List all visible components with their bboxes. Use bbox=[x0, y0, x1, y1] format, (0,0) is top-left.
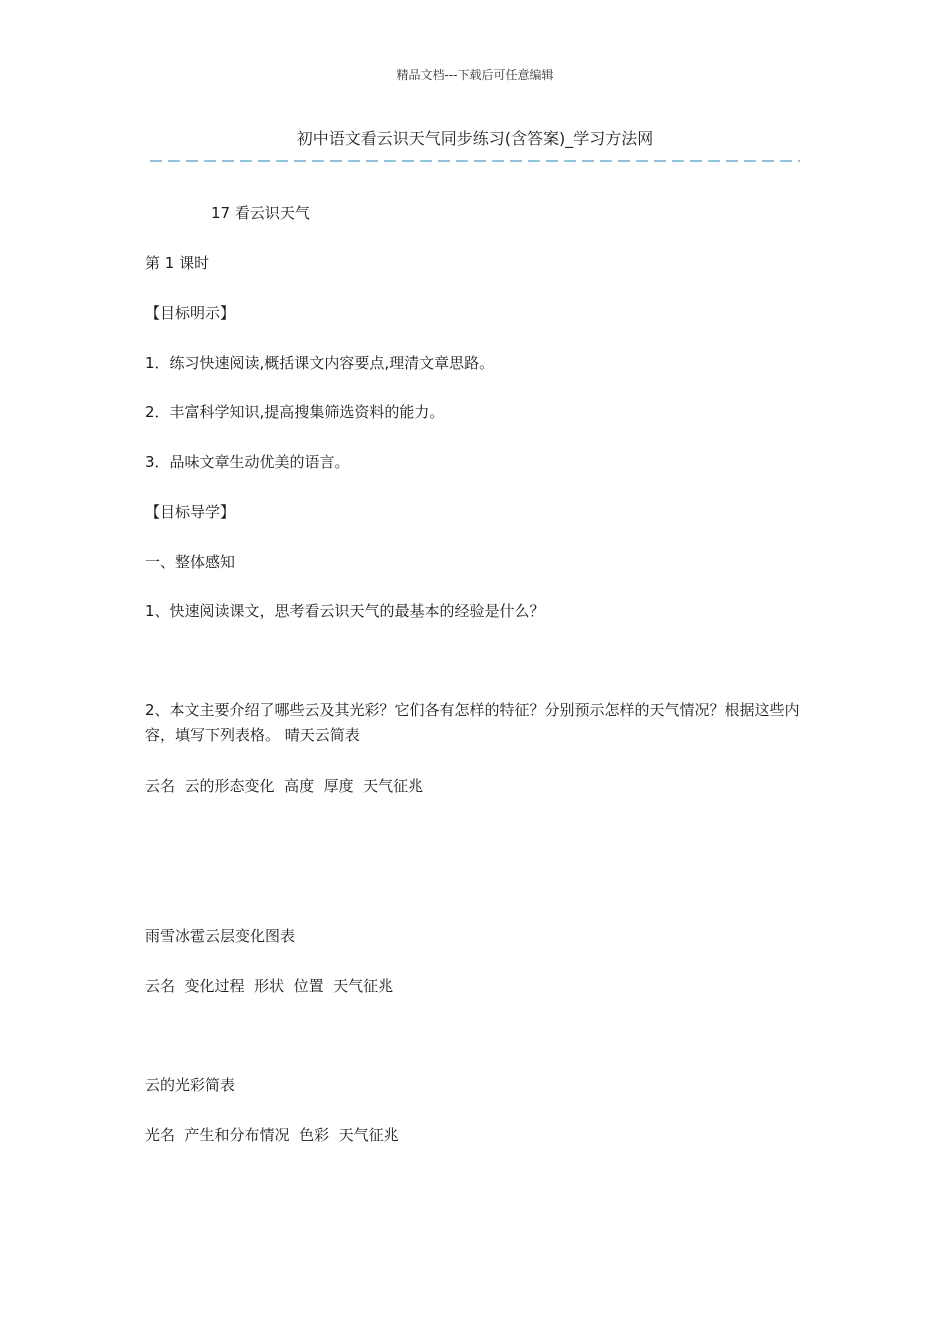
goal-item-2: 2．丰富科学知识,提高搜集筛选资料的能力。 bbox=[145, 403, 445, 421]
document-title: 初中语文看云识天气同步练习(含答案)_学习方法网 bbox=[296, 129, 654, 148]
guide-heading: 【目标导学】 bbox=[145, 503, 236, 521]
table-3-title: 云的光彩简表 bbox=[145, 1076, 236, 1094]
question-2: 2、本文主要介绍了哪些云及其光彩？它们各有怎样的特征？分别预示怎样的天气情况？根据这些内容，填写下列表格。 晴天云简表 bbox=[145, 701, 800, 744]
table-2-title: 雨雪冰雹云层变化图表 bbox=[145, 927, 296, 945]
watermark-text: 精品文档---下载后可任意编辑 bbox=[396, 68, 554, 82]
lesson-title: 17 看云识天气 bbox=[211, 204, 310, 222]
goal-heading: 【目标明示】 bbox=[145, 304, 236, 322]
goal-item-1: 1．练习快速阅读,概括课文内容要点,理清文章思路。 bbox=[145, 354, 495, 372]
dashed-divider bbox=[150, 160, 800, 162]
question-1: 1、快速阅读课文，思考看云识天气的最基本的经验是什么？ bbox=[145, 602, 545, 620]
period-label: 第 1 课时 bbox=[145, 254, 210, 272]
table-2-header: 云名 变化过程 形状 位置 天气征兆 bbox=[145, 977, 394, 995]
table-1-header: 云名 云的形态变化 高度 厚度 天气征兆 bbox=[145, 777, 424, 795]
goal-item-3: 3．品味文章生动优美的语言。 bbox=[145, 453, 350, 471]
table-3-header: 光名 产生和分布情况 色彩 天气征兆 bbox=[145, 1126, 399, 1144]
section-heading: 一、整体感知 bbox=[145, 553, 236, 571]
